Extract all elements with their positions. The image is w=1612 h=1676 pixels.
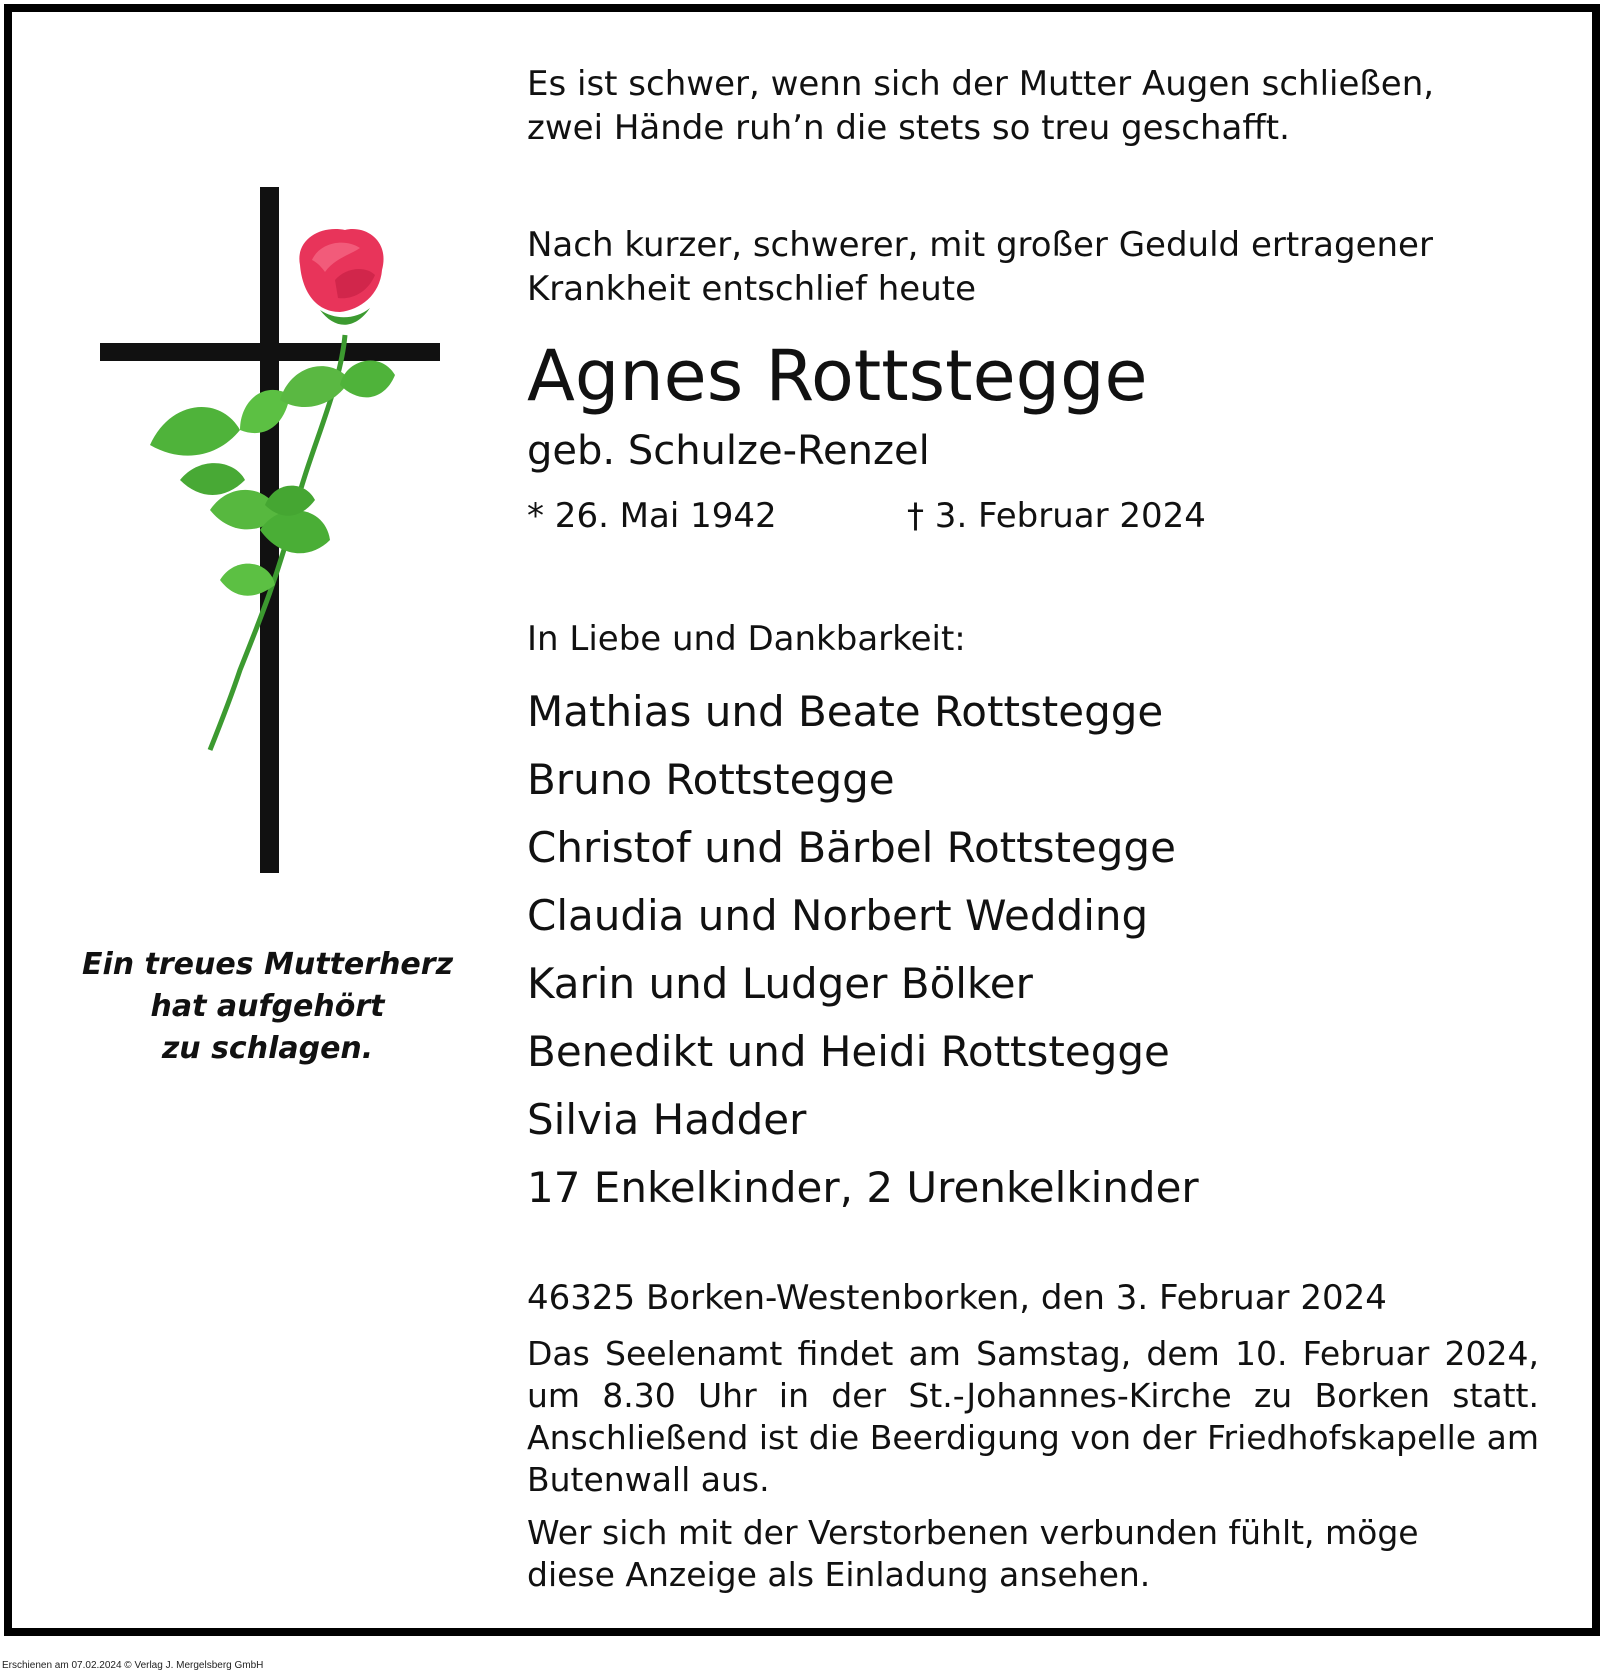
verse-line: Es ist schwer, wenn sich der Mutter Augen schließen, (527, 64, 1435, 104)
invitation-text (527, 1512, 1419, 1596)
mourner-item: Karin und Ludger Bölker (527, 959, 1033, 1008)
mourner-item: Mathias und Beate Rottstegge (527, 687, 1164, 736)
mourner-item: Christof und Bärbel Rottstegge (527, 823, 1176, 872)
invitation-line: Wer sich mit der Verstorbenen verbunden fühlt, möge (527, 1513, 1419, 1552)
service-info: Das Seelenamt findet am Samstag, dem 10. Februar 2024, um 8.30 Uhr in der St.-Johannes-Kirche zu Borken statt. Anschließend ist die Beerdigung von der Friedhofskapelle am Butenwall aus. (527, 1334, 1539, 1499)
birth-date: * 26. Mai 1942 (527, 496, 777, 536)
death-date: † 3. Februar 2024 (907, 496, 1206, 536)
mourner-item: Silvia Hadder (527, 1095, 807, 1144)
deceased-name: Agnes Rottstegge (527, 335, 1148, 417)
intro-text (527, 223, 1433, 311)
motto-line: Ein treues Mutterherz (81, 947, 454, 982)
motto-line: hat aufgehört (150, 989, 385, 1024)
motto-text (70, 944, 465, 1070)
intro-line: Nach kurzer, schwerer, mit großer Geduld ertragener (527, 225, 1433, 265)
mourner-item: Benedikt und Heidi Rottstegge (527, 1027, 1170, 1076)
verse-line: zwei Hände ruh’n die stets so treu geschafft. (527, 108, 1290, 148)
verse (527, 62, 1434, 150)
maiden-name: geb. Schulze-Renzel (527, 428, 930, 474)
motto-line: zu schlagen. (161, 1031, 374, 1066)
intro-line: Krankheit entschlief heute (527, 269, 977, 309)
cross-rose-emblem (90, 180, 450, 880)
publication-credit: Erschienen am 07.02.2024 © Verlag J. Mergelsberg GmbH (2, 1660, 264, 1671)
mourner-item: Claudia und Norbert Wedding (527, 891, 1149, 940)
invitation-line: diese Anzeige als Einladung ansehen. (527, 1555, 1151, 1594)
thanks-heading: In Liebe und Dankbarkeit: (527, 619, 966, 659)
place-date: 46325 Borken-Westenborken, den 3. Februar 2024 (527, 1278, 1387, 1318)
mourner-item: Bruno Rottstegge (527, 755, 895, 804)
mourners-list (527, 678, 1199, 1222)
mourner-item: 17 Enkelkinder, 2 Urenkelkinder (527, 1163, 1199, 1212)
